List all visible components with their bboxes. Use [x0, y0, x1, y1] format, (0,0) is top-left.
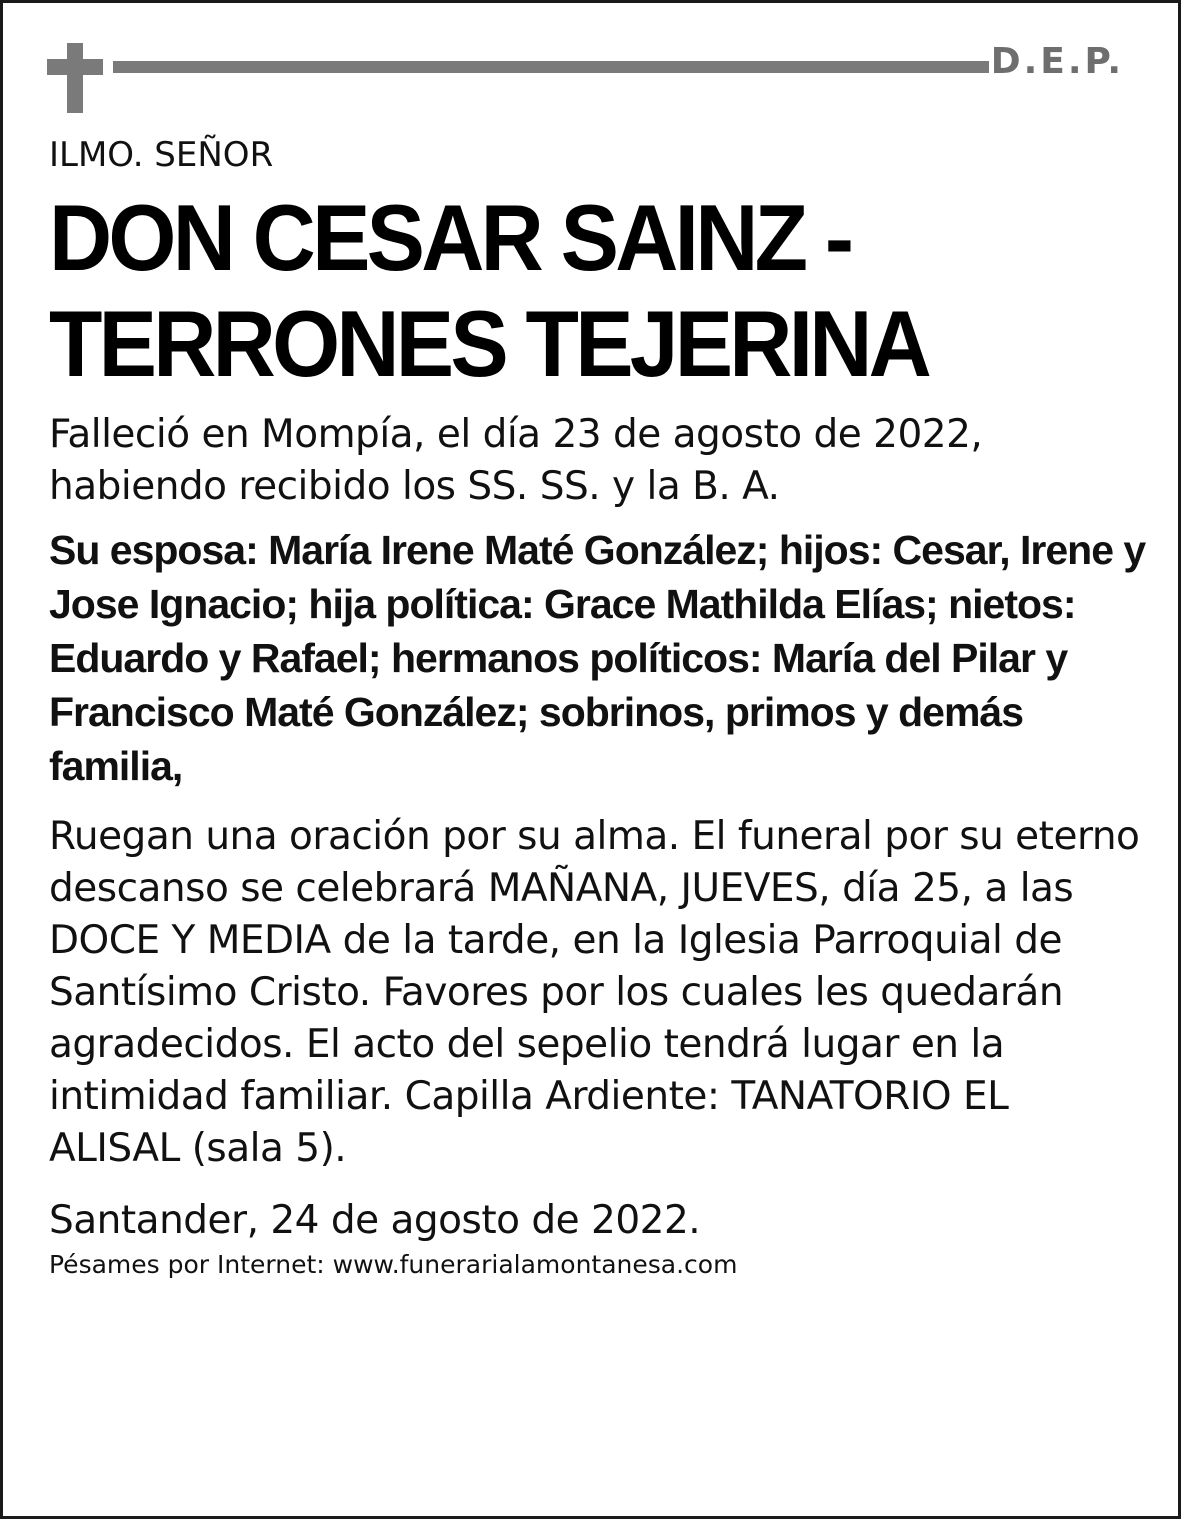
- condolences-web[interactable]: Pésames por Internet: www.funerarialamontanesa.com: [49, 1250, 738, 1279]
- header-rule: [113, 61, 989, 73]
- notice-body: [49, 131, 1149, 1281]
- funeral-details: Ruegan una oración por su alma. El funeral por su eterno descanso se celebrará MAÑANA, JUEVES, día 25, a las DOCE Y MEDIA de la tarde, en la Iglesia Parroquial de Santísimo Cristo. Favores por los cuales les quedarán agradecidos. El acto del sepelio tendrá lugar en la intimidad familiar. Capilla Ardiente: TANATORIO EL ALISAL (sala 5).: [49, 814, 1140, 1171]
- cross-icon: [47, 43, 103, 113]
- honorific: ILMO. SEÑOR: [49, 135, 274, 175]
- deceased-name-line-1: DON CESAR SAINZ -: [49, 185, 851, 290]
- dep-label: D.E.P.: [990, 41, 1124, 82]
- death-notice: Falleció en Mompía, el día 23 de agosto de 2022, habiendo recibido los SS. SS. y la B. A.: [49, 412, 983, 509]
- family-members: Su esposa: María Irene Maté González; hijos: Cesar, Irene y Jose Ignacio; hija política: Grace Mathilda Elías; nietos: Eduardo y Rafael; hermanos políticos: María del Pilar y Francisco Maté González; sobrinos, primos y demás familia,: [49, 527, 1146, 789]
- deceased-name-line-2: TERRONES TEJERINA: [49, 291, 929, 396]
- place-date: Santander, 24 de agosto de 2022.: [49, 1198, 701, 1243]
- deceased-name: [49, 185, 1072, 397]
- header: [3, 3, 1178, 118]
